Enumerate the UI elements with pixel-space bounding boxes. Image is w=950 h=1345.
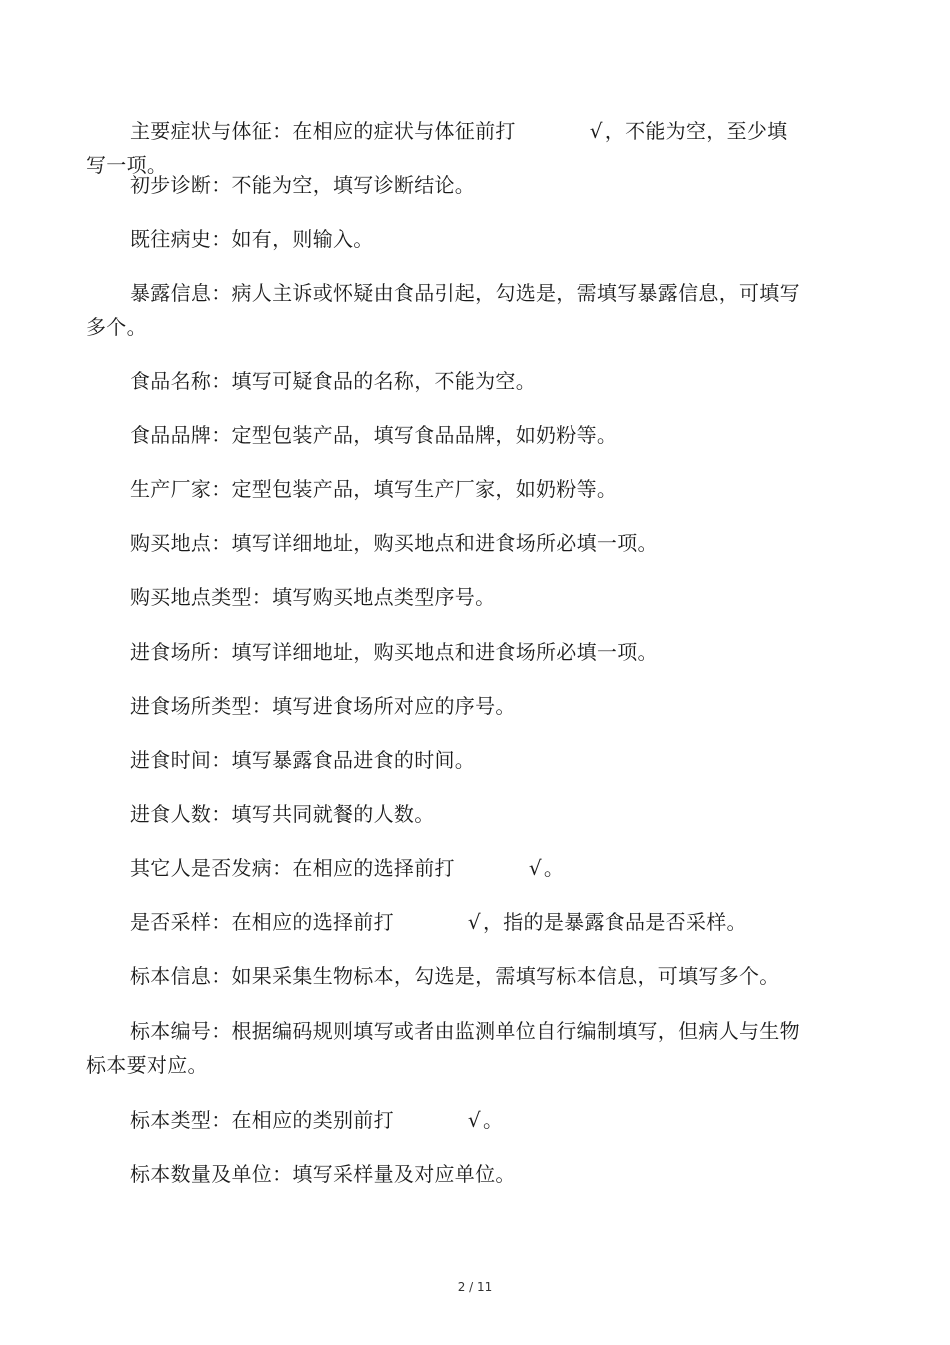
paragraph-text: 填写共同就餐的人数。	[231, 802, 435, 826]
paragraph-text: 填写详细地址，购买地点和进食场所必填一项。	[231, 640, 658, 664]
paragraph-dining-place-type	[86, 689, 806, 723]
paragraph-text: 填写购买地点类型序号。	[272, 585, 496, 609]
paragraph-text: 填写暴露食品进食的时间。	[231, 748, 476, 772]
paragraph-text: 定型包装产品，填写生产厂家，如奶粉等。	[231, 477, 618, 501]
paragraph-specimen-type	[86, 1103, 806, 1137]
checkmark-icon: √	[467, 910, 481, 934]
checkmark-icon: √	[589, 119, 603, 143]
page-number: 2 / 11	[457, 1280, 493, 1294]
paragraph-text-after: 。	[482, 1108, 504, 1132]
paragraph-label: 购买地点类型：	[130, 585, 273, 609]
paragraph-exposure-info	[86, 276, 806, 344]
paragraph-label: 食品品牌：	[130, 423, 232, 447]
paragraph-text: 填写进食场所对应的序号。	[272, 694, 516, 718]
paragraph-label: 生产厂家：	[130, 477, 232, 501]
paragraph-label: 暴露信息：	[130, 281, 232, 305]
paragraph-text: 填写可疑食品的名称，不能为空。	[231, 369, 536, 393]
paragraph-dining-place	[86, 635, 806, 669]
paragraph-text: 根据编码规则填写或者由监测单位自行编制填写，但病人与生物标本要对应。	[86, 1019, 800, 1077]
paragraph-text-after: ，不能为空，至少填写一项。	[86, 119, 788, 177]
paragraph-food-name	[86, 364, 806, 398]
paragraph-text: 填写采样量及对应单位。	[292, 1162, 516, 1186]
checkmark-icon: √	[467, 1108, 481, 1132]
paragraph-text: 填写详细地址，购买地点和进食场所必填一项。	[231, 531, 658, 555]
paragraph-label: 主要症状与体征：	[130, 119, 293, 143]
paragraph-preliminary-diagnosis	[86, 168, 806, 202]
paragraph-specimen-id	[86, 1014, 806, 1082]
paragraph-label: 其它人是否发病：	[130, 856, 293, 880]
paragraph-text: 不能为空，填写诊断结论。	[231, 173, 476, 197]
paragraph-label: 进食人数：	[130, 802, 232, 826]
checkmark-icon: √	[528, 856, 542, 880]
paragraph-label: 进食场所类型：	[130, 694, 273, 718]
paragraph-sampled	[86, 905, 806, 939]
paragraph-text: 在相应的类别前打	[231, 1108, 394, 1132]
paragraph-text: 在相应的选择前打	[292, 856, 455, 880]
paragraph-label: 食品名称：	[130, 369, 232, 393]
paragraph-text: 如果采集生物标本，勾选是，需填写标本信息，可填写多个。	[231, 964, 780, 988]
paragraph-others-ill	[86, 851, 806, 885]
paragraph-label: 是否采样：	[130, 910, 232, 934]
paragraph-manufacturer	[86, 472, 806, 506]
paragraph-text-after: 。	[543, 856, 565, 880]
paragraph-diner-count	[86, 797, 806, 831]
paragraph-label: 购买地点：	[130, 531, 232, 555]
paragraph-label: 进食时间：	[130, 748, 232, 772]
paragraph-label: 既往病史：	[130, 227, 232, 251]
paragraph-text: 在相应的症状与体征前打	[292, 119, 516, 143]
paragraph-dining-time	[86, 743, 806, 777]
paragraph-label: 进食场所：	[130, 640, 232, 664]
paragraph-label: 标本信息：	[130, 964, 232, 988]
paragraph-label: 初步诊断：	[130, 173, 232, 197]
paragraph-text: 定型包装产品，填写食品品牌，如奶粉等。	[231, 423, 618, 447]
paragraph-specimen-quantity	[86, 1157, 806, 1191]
paragraph-label: 标本编号：	[130, 1019, 232, 1043]
paragraph-label: 标本类型：	[130, 1108, 232, 1132]
paragraph-text: 如有，则输入。	[231, 227, 374, 251]
paragraph-purchase-location-type	[86, 580, 806, 614]
paragraph-text: 在相应的选择前打	[231, 910, 394, 934]
paragraph-food-brand	[86, 418, 806, 452]
paragraph-text: 病人主诉或怀疑由食品引起，勾选是，需填写暴露信息，可填写多个。	[86, 281, 800, 339]
paragraph-specimen-info	[86, 959, 806, 993]
paragraph-medical-history	[86, 222, 806, 256]
paragraph-purchase-location	[86, 526, 806, 560]
paragraph-text-after: ，指的是暴露食品是否采样。	[482, 910, 747, 934]
paragraph-label: 标本数量及单位：	[130, 1162, 293, 1186]
